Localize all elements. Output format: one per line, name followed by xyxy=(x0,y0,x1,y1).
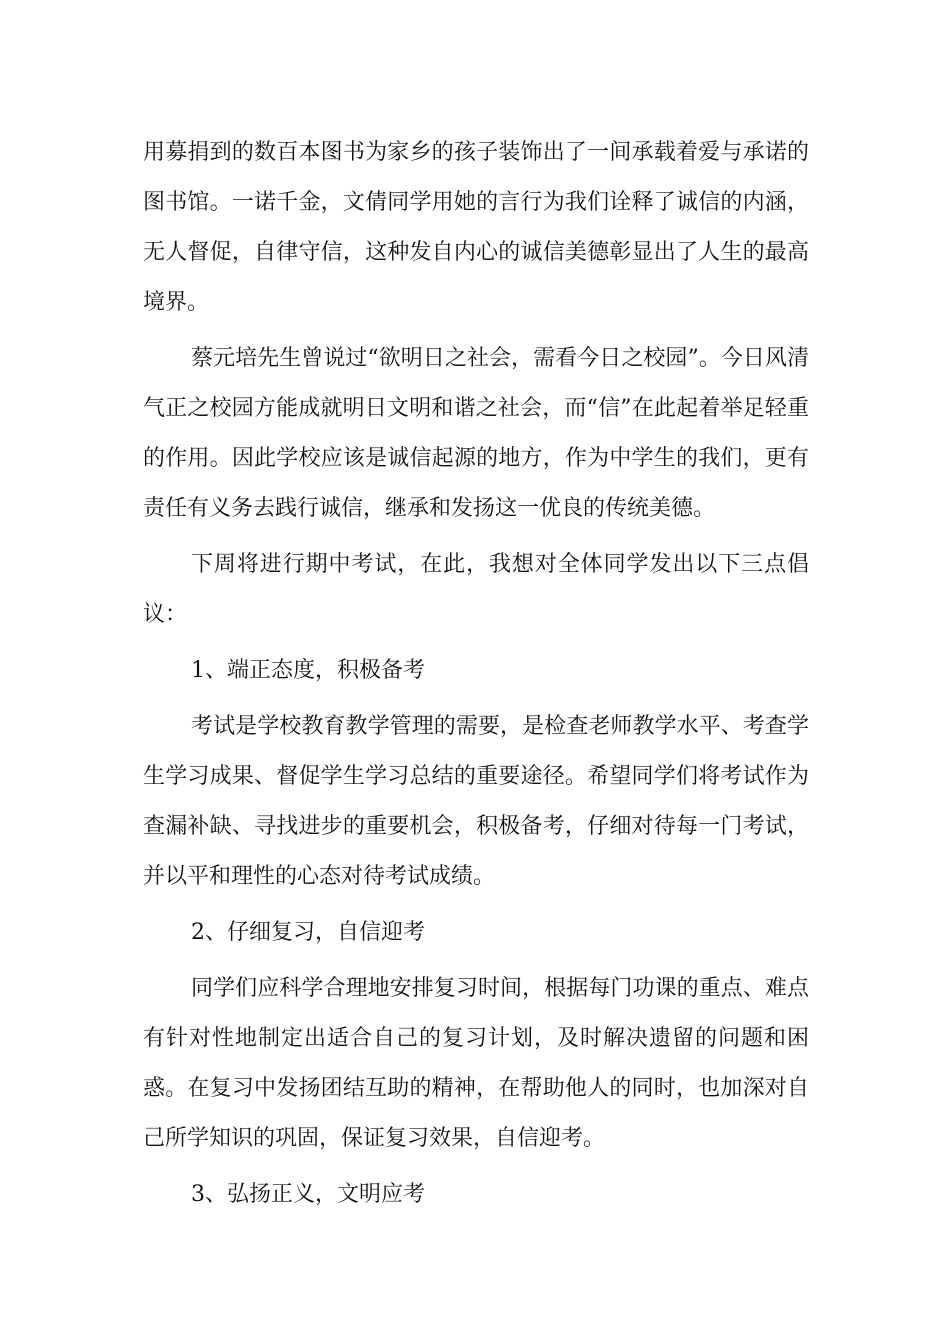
document-body xyxy=(143,128,809,1226)
paragraph-proposal-1: 考试是学校教育教学管理的需要，是检查老师教学水平、考查学生学习成果、督促学生学习总结的重要途径。希望同学们将考试作为查漏补缺、寻找进步的重要机会，积极备考，仔细对待每一门考试，并以平和理性的心态对待考试成绩。 xyxy=(143,714,809,889)
proposal-heading-3: 3、弘扬正义，文明应考 xyxy=(191,1182,425,1207)
paragraph-proposal-2: 同学们应科学合理地安排复习时间，根据每门功课的重点、难点有针对性地制定出适合自己的复习计划，及时解决遗留的问题和困惑。在复习中发扬团结互助的精神，在帮助他人的同时，也加深对自己所学知识的巩固，保证复习效果，自信迎考。 xyxy=(143,976,809,1151)
paragraph-midterm-proposal: 下周将进行期中考试，在此，我想对全体同学发出以下三点倡议： xyxy=(143,552,809,627)
proposal-heading-1: 1、端正态度，积极备考 xyxy=(191,658,425,683)
paragraph-cai-yuanpei-quote: 蔡元培先生曾说过“欲明日之社会，需看今日之校园”。今日风清气正之校园方能成就明日文明和谐之社会，而“信”在此起着举足轻重的作用。因此学校应该是诚信起源的地方，作为中学生的我们，更有责任有义务去践行诚信，继承和发扬这一优良的传统美德。 xyxy=(143,346,809,521)
proposal-heading-2: 2、仔细复习，自信迎考 xyxy=(191,920,425,945)
paragraph-library-story: 用募捐到的数百本图书为家乡的孩子装饰出了一间承载着爱与承诺的图书馆。一诺千金，文倩同学用她的言行为我们诠释了诚信的内涵，无人督促，自律守信，这种发自内心的诚信美德彰显出了人生的最高境界。 xyxy=(143,140,809,315)
